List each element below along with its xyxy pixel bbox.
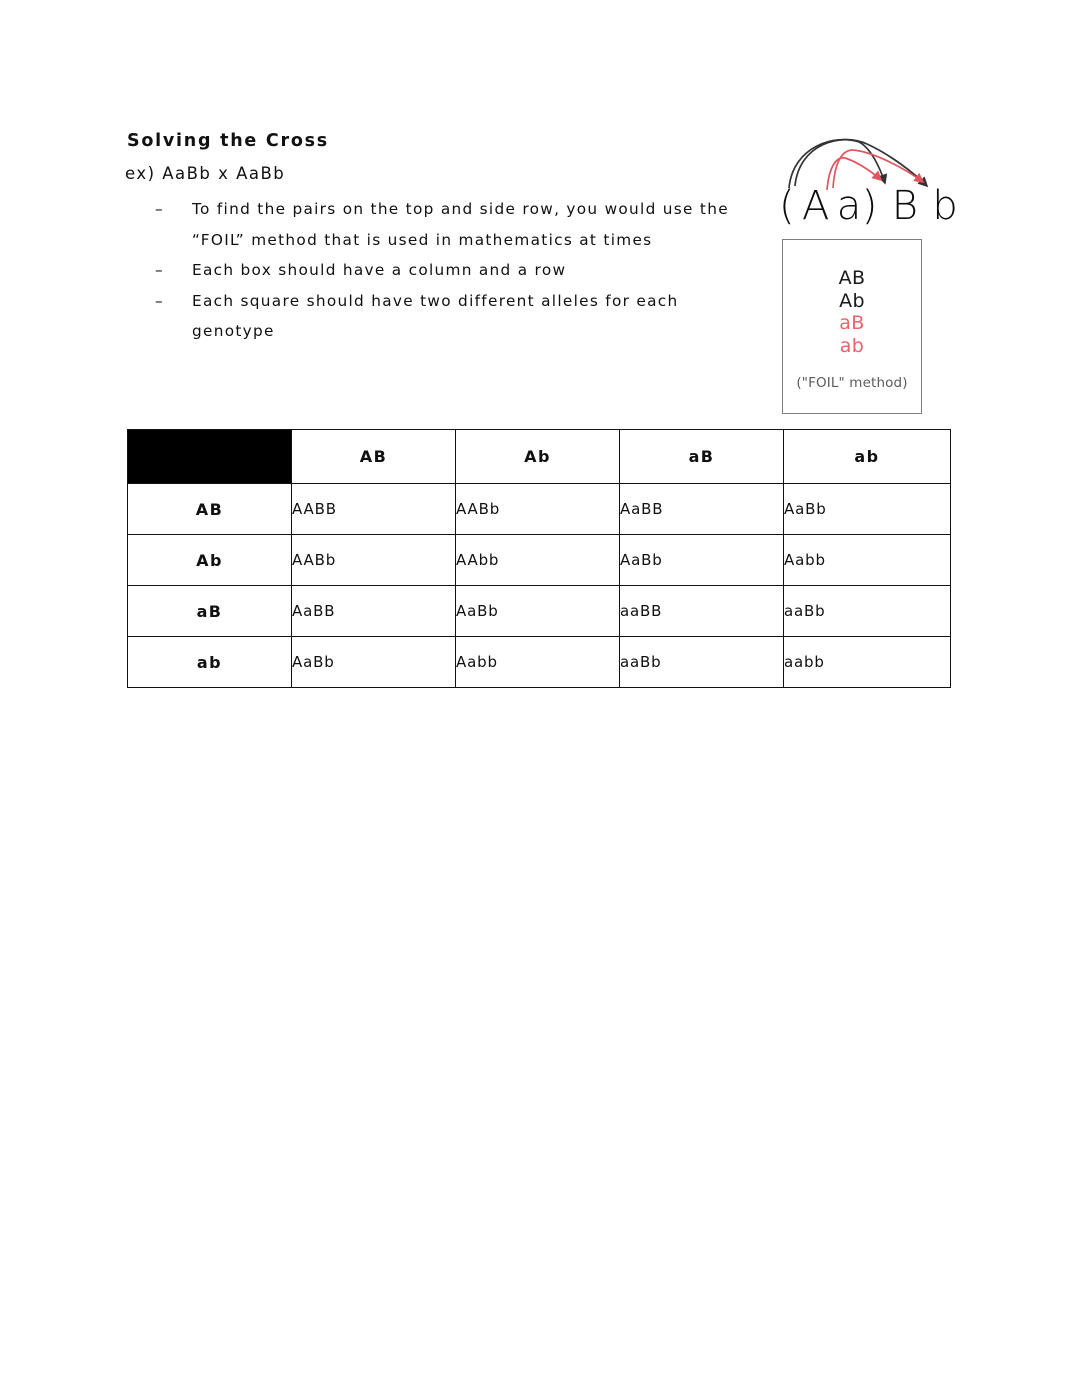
- list-item: [155, 286, 765, 347]
- genotype-cell: AaBB: [292, 586, 456, 637]
- foil-pair: Ab: [839, 289, 865, 312]
- list-item-text: Each box should have a column and a row: [192, 261, 567, 279]
- foil-pair: AB: [838, 267, 866, 289]
- allele-b: b: [932, 183, 959, 229]
- genotype-cell: aaBB: [620, 586, 784, 637]
- corner-cell: [128, 430, 292, 484]
- list-item: [155, 194, 765, 255]
- page-title: Solving the Cross: [127, 131, 329, 151]
- table-row: [128, 484, 951, 535]
- foil-pair-list: [783, 267, 921, 357]
- close-paren: ): [861, 183, 878, 229]
- genotype-cell: AaBb: [620, 535, 784, 586]
- column-header: Ab: [456, 430, 620, 484]
- genotype-cell: AaBb: [456, 586, 620, 637]
- table-header-row: [128, 430, 951, 484]
- row-header: ab: [128, 637, 292, 688]
- list-item: [155, 255, 765, 286]
- foil-pair: ab: [839, 334, 865, 357]
- allele-A: A: [802, 183, 830, 229]
- foil-pair: aB: [839, 312, 865, 334]
- example-cross-line: ex) AaBb x AaBb: [125, 164, 286, 183]
- foil-expression: [779, 183, 958, 229]
- genotype-cell: AaBb: [784, 484, 951, 535]
- arc-A-to-B-part: [789, 140, 859, 188]
- genotype-cell: AAbb: [456, 535, 620, 586]
- table-row: [128, 637, 951, 688]
- instruction-list: [155, 194, 765, 347]
- genotype-cell: Aabb: [784, 535, 951, 586]
- genotype-cell: AaBB: [620, 484, 784, 535]
- table-row: [128, 586, 951, 637]
- column-header: ab: [784, 430, 951, 484]
- arc-A-to-B: [859, 142, 885, 183]
- row-header: aB: [128, 586, 292, 637]
- column-header: aB: [620, 430, 784, 484]
- foil-arrow-diagram: [775, 128, 959, 233]
- genotype-cell: aabb: [784, 637, 951, 688]
- genotype-cell: AABb: [292, 535, 456, 586]
- genotype-cell: AABB: [292, 484, 456, 535]
- bullet-dash-icon: –: [155, 261, 164, 279]
- allele-B: B: [891, 183, 919, 229]
- list-item-text: Each square should have two different alleles for each genotype: [192, 291, 679, 340]
- table-row: [128, 535, 951, 586]
- genotype-cell: AaBb: [292, 637, 456, 688]
- list-item-text: To find the pairs on the top and side row, you would use the “FOIL” method that is used in mathematics at times: [192, 200, 729, 249]
- bullet-dash-icon: –: [155, 200, 164, 218]
- row-header: AB: [128, 484, 292, 535]
- column-header: AB: [292, 430, 456, 484]
- foil-result-box: [782, 239, 922, 414]
- punnett-square-table: [127, 429, 951, 688]
- genotype-cell: Aabb: [456, 637, 620, 688]
- row-header: Ab: [128, 535, 292, 586]
- genotype-cell: AABb: [456, 484, 620, 535]
- genotype-cell: aaBb: [784, 586, 951, 637]
- allele-a: a: [836, 183, 862, 229]
- foil-box-caption: ("FOIL" method): [796, 375, 908, 391]
- open-paren: (: [779, 183, 796, 229]
- bullet-dash-icon: –: [155, 291, 164, 310]
- genotype-cell: aaBb: [620, 637, 784, 688]
